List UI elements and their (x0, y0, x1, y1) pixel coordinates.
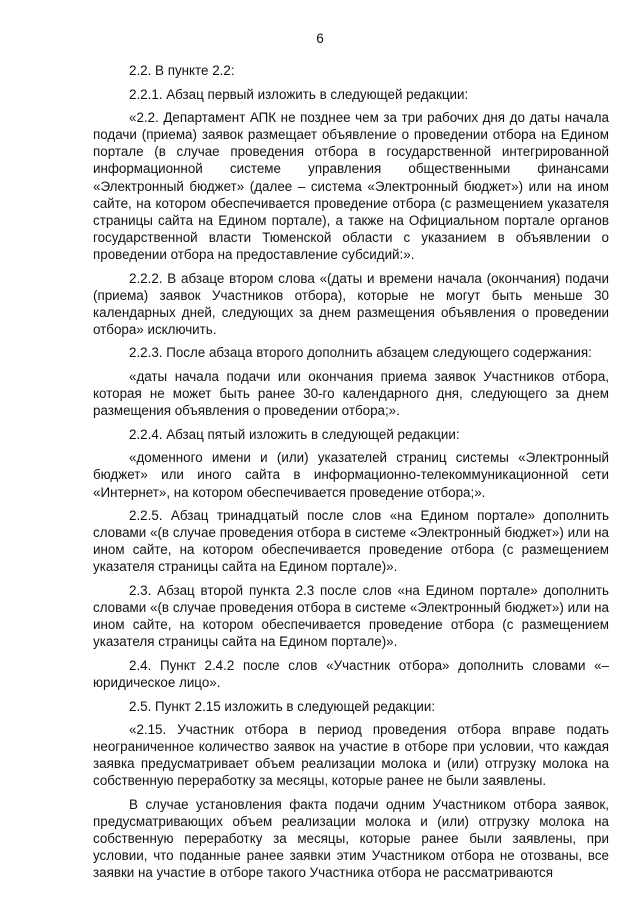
paragraph: 2.2.1. Абзац первый изложить в следующей редакции: (129, 86, 469, 102)
paragraph: 2.2.4. Абзац пятый изложить в следующей редакции: (129, 426, 460, 442)
paragraph: В случае установления факта подачи одним Участником отбора заявок, предусматривающих объем реализации молока и (или) отгрузку молока на собственную переработку за месяцы, которые ранее были заявлены, при условии, что поданные ранее заявки этим Участником отбора не отозваны, все заявки на участие в отборе такого Участника отбора не рассматриваются (93, 797, 609, 881)
paragraph: «доменного имени и (или) указателей страниц системы «Электронный бюджет» или иного сайта в информационно-телекоммуникационной сети «Интернет», на котором обеспечивается проведение отбора;». (93, 450, 609, 500)
page-number: 6 (316, 31, 324, 46)
paragraph: «2.15. Участник отбора в период проведения отбора вправе подать неограниченное количество заявок на участие в отборе при условии, что каждая заявка предусматривает объем реализации молока и (или) отгрузку молока на собственную переработку за месяцы, которые ранее не были заявлены. (93, 722, 609, 789)
paragraph: 2.5. Пункт 2.15 изложить в следующей редакции: (129, 698, 436, 714)
paragraph: 2.3. Абзац второй пункта 2.3 после слов «на Едином портале» дополнить словами «(в случае проведения отбора в системе «Электронный бюджет») или на ином сайте, на котором обеспечивается проведение отбора (с размещением указателя страницы сайта на Едином портале)». (93, 583, 609, 650)
paragraph: 2.2.3. После абзаца второго дополнить абзацем следующего содержания: (129, 345, 592, 361)
paragraph: 2.2. В пункте 2.2: (129, 63, 235, 78)
paragraph: 2.4. Пункт 2.4.2 после слов «Участник отбора» дополнить словами «– юридическое лицо». (93, 657, 609, 690)
paragraph: «даты начала подачи или окончания приема заявок Участников отбора, которая не может быть ранее 30-го календарного дня, следующего за днем размещения объявления о проведении отбора;». (93, 369, 609, 419)
paragraph: 2.2.2. В абзаце втором слова «(даты и времени начала (окончания) подачи (приема) заявок Участников отбора), которые не могут быть меньше 30 календарных дней, следующих за днем размещения объявления о проведении отбора» исключить. (93, 270, 609, 337)
document-body (93, 62, 609, 888)
paragraph: 2.2.5. Абзац тринадцатый после слов «на Едином портале» дополнить словами «(в случае проведения отбора в системе «Электронный бюджет») или на ином сайте, на котором обеспечивается проведение отбора (с размещением указателя страницы сайта на Едином портале)». (93, 508, 609, 575)
paragraph: «2.2. Департамент АПК не позднее чем за три рабочих дня до даты начала подачи (приема) заявок размещает объявление о проведении отбора на Едином портале (в случае проведения отбора в государственной интегрированной информационной системе управления общественными финансами «Электронный бюджет» (далее – система «Электронный бюджет») или на ином сайте, на котором обеспечивается проведение отбора (с размещением указателя страницы сайта на Едином портале), а также на Официальном портале органов государственной власти Тюменской области с указанием в объявлении о проведении отбора на предоставление субсидий:». (93, 110, 609, 262)
